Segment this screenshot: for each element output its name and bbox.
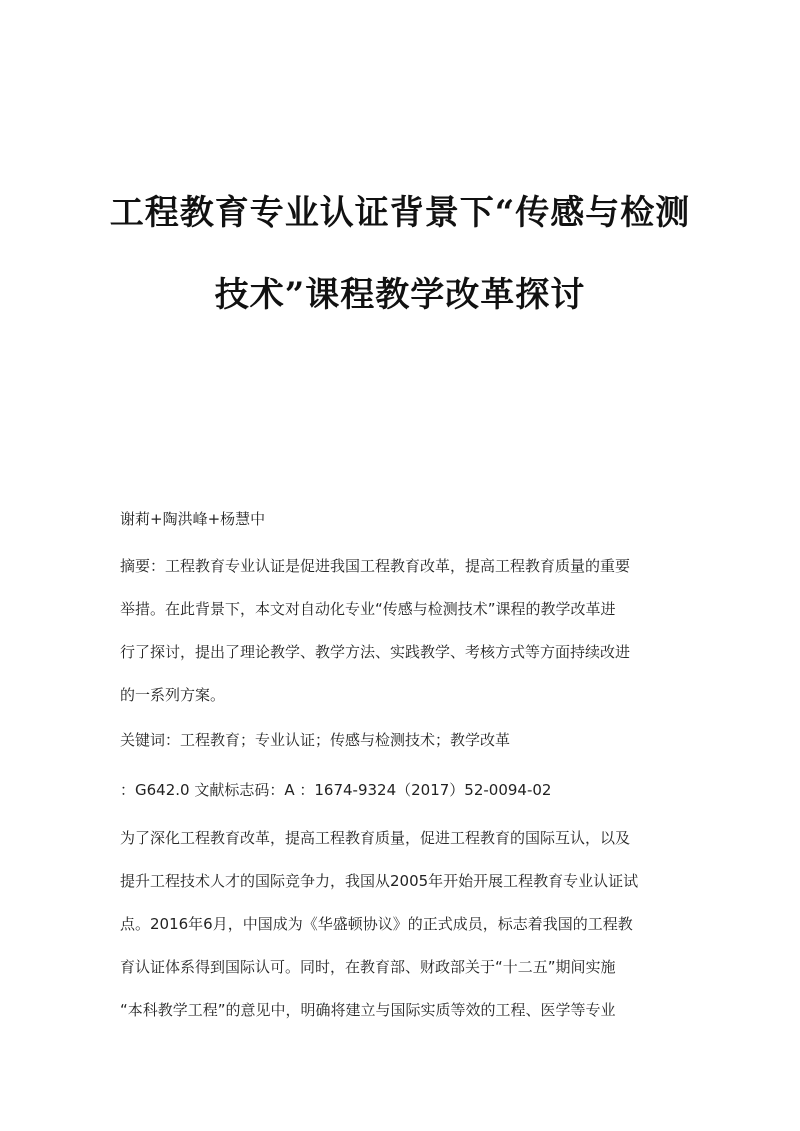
author-list: 谢莉+陶洪峰+杨慧中 xyxy=(120,510,266,528)
abstract-line: 摘要：工程教育专业认证是促进我国工程教育改革，提高工程教育质量的重要 xyxy=(120,557,631,575)
body-line: 育认证体系得到国际认可。同时，在教育部、财政部关于“十二五”期间实施 xyxy=(120,958,616,976)
body-line: 点。2016年6月，中国成为《华盛顿协议》的正式成员，标志着我国的工程教 xyxy=(120,915,633,933)
abstract-line: 行了探讨，提出了理论教学、教学方法、实践教学、考核方式等方面持续改进 xyxy=(120,643,631,661)
paper-title-line-1: 工程教育专业认证背景下“传感与检测 xyxy=(109,193,691,233)
body-line: 提升工程技术人才的国际竞争力，我国从2005年开始开展工程教育专业认证试 xyxy=(120,872,639,890)
abstract-line: 的一系列方案。 xyxy=(120,686,226,704)
abstract-line: 举措。在此背景下，本文对自动化专业“传感与检测技术”课程的教学改革进 xyxy=(120,600,616,618)
keywords-line: 关键词：工程教育；专业认证；传感与检测技术；教学改革 xyxy=(120,731,511,749)
body-line: “本科教学工程”的意见中，明确将建立与国际实质等效的工程、医学等专业 xyxy=(120,1001,616,1019)
classification-line: ：G642.0 文献标志码：A ：1674-9324（2017）52-0094-02 xyxy=(120,781,552,799)
paper-title-line-2: 技术”课程教学改革探讨 xyxy=(214,275,586,315)
body-line: 为了深化工程教育改革，提高工程教育质量，促进工程教育的国际互认，以及 xyxy=(120,829,631,847)
